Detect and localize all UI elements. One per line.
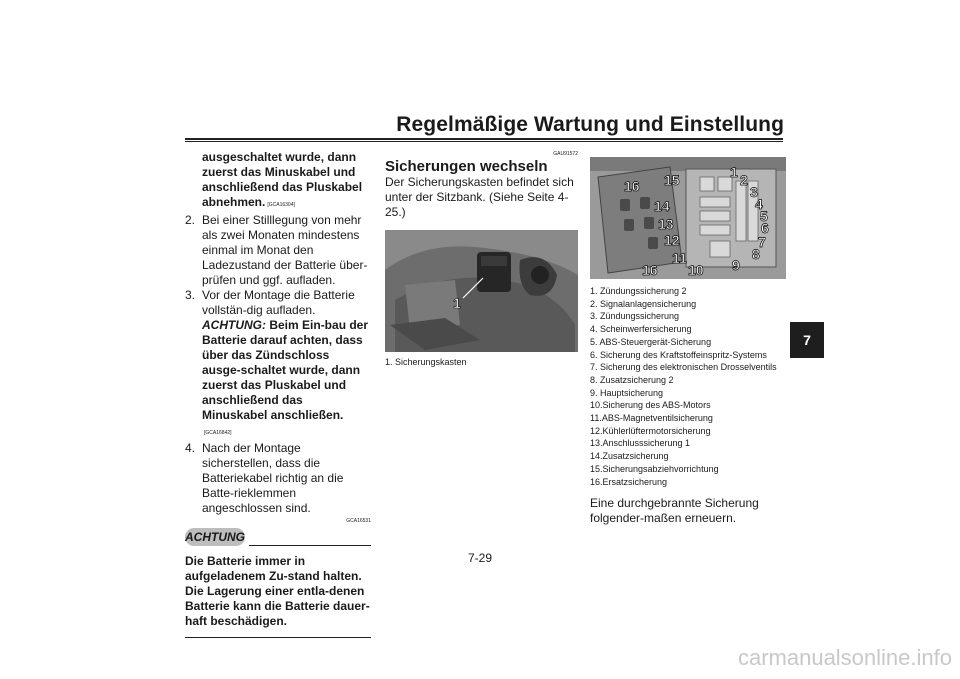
inline-warning-label: ACHTUNG: bbox=[202, 318, 266, 332]
list-item: 15.Sicherungsabziehvorrichtung bbox=[590, 463, 719, 474]
warning-code: [GCA16304] bbox=[267, 202, 295, 208]
list-item: 16.Ersatzsicherung bbox=[590, 476, 668, 487]
column-middle bbox=[385, 150, 578, 368]
callout-11: 11 bbox=[672, 250, 687, 266]
callout-4: 4 bbox=[755, 196, 763, 212]
fuse-box-photo bbox=[590, 157, 786, 279]
step-number: 3. bbox=[185, 288, 196, 302]
callout-16-top: 16 bbox=[624, 178, 640, 194]
step-4 bbox=[185, 441, 371, 516]
list-item: 9. Hauptsicherung bbox=[590, 387, 664, 398]
callout-9: 9 bbox=[732, 257, 740, 273]
continuation-text: ausgeschaltet wurde, dann zuerst das Minuskabel und anschließend das Pluskabel abnehmen. [GCA16304] bbox=[202, 150, 363, 209]
step-text: Vor der Montage die Batterie vollstän-dig aufladen. bbox=[202, 288, 355, 317]
list-item: 2. Signalanlagensicherung bbox=[590, 298, 697, 309]
warning-end-rule bbox=[185, 637, 371, 638]
section-code: GAU91572 bbox=[553, 151, 578, 157]
list-item: 14.Zusatzsicherung bbox=[590, 451, 669, 462]
fuse-legend bbox=[590, 285, 786, 488]
step-number: 4. bbox=[185, 441, 196, 455]
callout-3: 3 bbox=[750, 184, 758, 200]
warning-code: [GCA16842] bbox=[204, 430, 232, 436]
fuse-box-location-photo bbox=[385, 230, 578, 352]
callout-1: 1 bbox=[730, 164, 738, 180]
figure-callout: 1 bbox=[453, 295, 461, 311]
callout-14: 14 bbox=[654, 198, 670, 214]
achtung-header bbox=[185, 528, 371, 548]
section-title: Sicherungen wechseln bbox=[385, 158, 548, 175]
callout-5: 5 bbox=[760, 208, 768, 224]
warning-text: Die Batterie immer in aufgeladenem Zu-stand halten. Die Lagerung einer entla-denen Batterie kann die Batterie dauer-haft beschädigen. bbox=[185, 554, 370, 628]
figure-caption: 1. Sicherungskasten bbox=[385, 357, 467, 367]
column-left bbox=[185, 150, 371, 638]
page-number: 7-29 bbox=[468, 551, 493, 565]
callout-10: 10 bbox=[688, 262, 704, 278]
list-item: 8. Zusatzsicherung 2 bbox=[590, 374, 674, 385]
callout-15: 15 bbox=[664, 172, 680, 188]
callout-13: 13 bbox=[658, 216, 674, 232]
list-item: 3. Zündungssicherung bbox=[590, 311, 680, 322]
header-rule-thin bbox=[185, 141, 783, 142]
header-rule bbox=[185, 138, 783, 140]
step-text: Nach der Montage sicherstellen, dass die Batteriekabel richtig an die Batte-rieklemmen angeschlossen sind. bbox=[202, 441, 344, 515]
step-text: Bei einer Stilllegung von mehr als zwei Monaten mindestens einmal im Monat den Ladezustand der Batterie über-prüfen und ggf. aufladen. bbox=[202, 213, 368, 287]
achtung-rule bbox=[249, 545, 371, 546]
callout-6: 6 bbox=[761, 220, 769, 236]
page-title: Regelmäßige Wartung und Einstellung bbox=[396, 113, 784, 136]
list-item: 1. Zündungssicherung 2 bbox=[590, 286, 687, 296]
callout-7: 7 bbox=[758, 234, 766, 250]
closing-text: Eine durchgebrannte Sicherung folgender-maßen erneuern. bbox=[590, 496, 759, 526]
callout-12: 12 bbox=[664, 232, 680, 248]
list-item: 12.Kühlerlüftermotorsicherung bbox=[590, 425, 711, 436]
list-item: 6. Sicherung des Kraftstoffeinspritz-Systems bbox=[590, 349, 767, 360]
step-4-code: GCA16531 bbox=[346, 518, 371, 524]
list-item: 13.Anschlusssicherung 1 bbox=[590, 438, 691, 449]
step-3 bbox=[185, 288, 371, 441]
section-body: Der Sicherungskasten befindet sich unter der Sitzbank. (Siehe Seite 4-25.) bbox=[385, 175, 574, 219]
callout-2: 2 bbox=[740, 172, 748, 188]
achtung-badge: ACHTUNG bbox=[185, 528, 245, 546]
list-item: 4. Scheinwerfersicherung bbox=[590, 324, 692, 335]
list-item: 5. ABS-Steuergerät-Sicherung bbox=[590, 336, 712, 347]
chapter-tab: 7 bbox=[790, 322, 824, 358]
callout-8: 8 bbox=[752, 246, 760, 262]
watermark: carmanualsonline.info bbox=[737, 645, 952, 670]
column-right bbox=[590, 150, 786, 526]
list-item: 7. Sicherung des elektronischen Drosselventils bbox=[590, 362, 777, 373]
callout-16-bottom: 16 bbox=[642, 262, 658, 278]
list-item: 11.ABS-Magnetventilsicherung bbox=[590, 413, 713, 424]
step-number: 2. bbox=[185, 213, 196, 227]
step-2 bbox=[185, 213, 371, 288]
list-item: 10.Sicherung des ABS-Motors bbox=[590, 400, 711, 411]
inline-warning-text: Beim Ein-bau der Batterie darauf achten, dass über das Zündschloss ausge-schaltet wurde, dann zuerst das Pluskabel und anschließend das Minuskabel anschließen. bbox=[202, 318, 369, 422]
